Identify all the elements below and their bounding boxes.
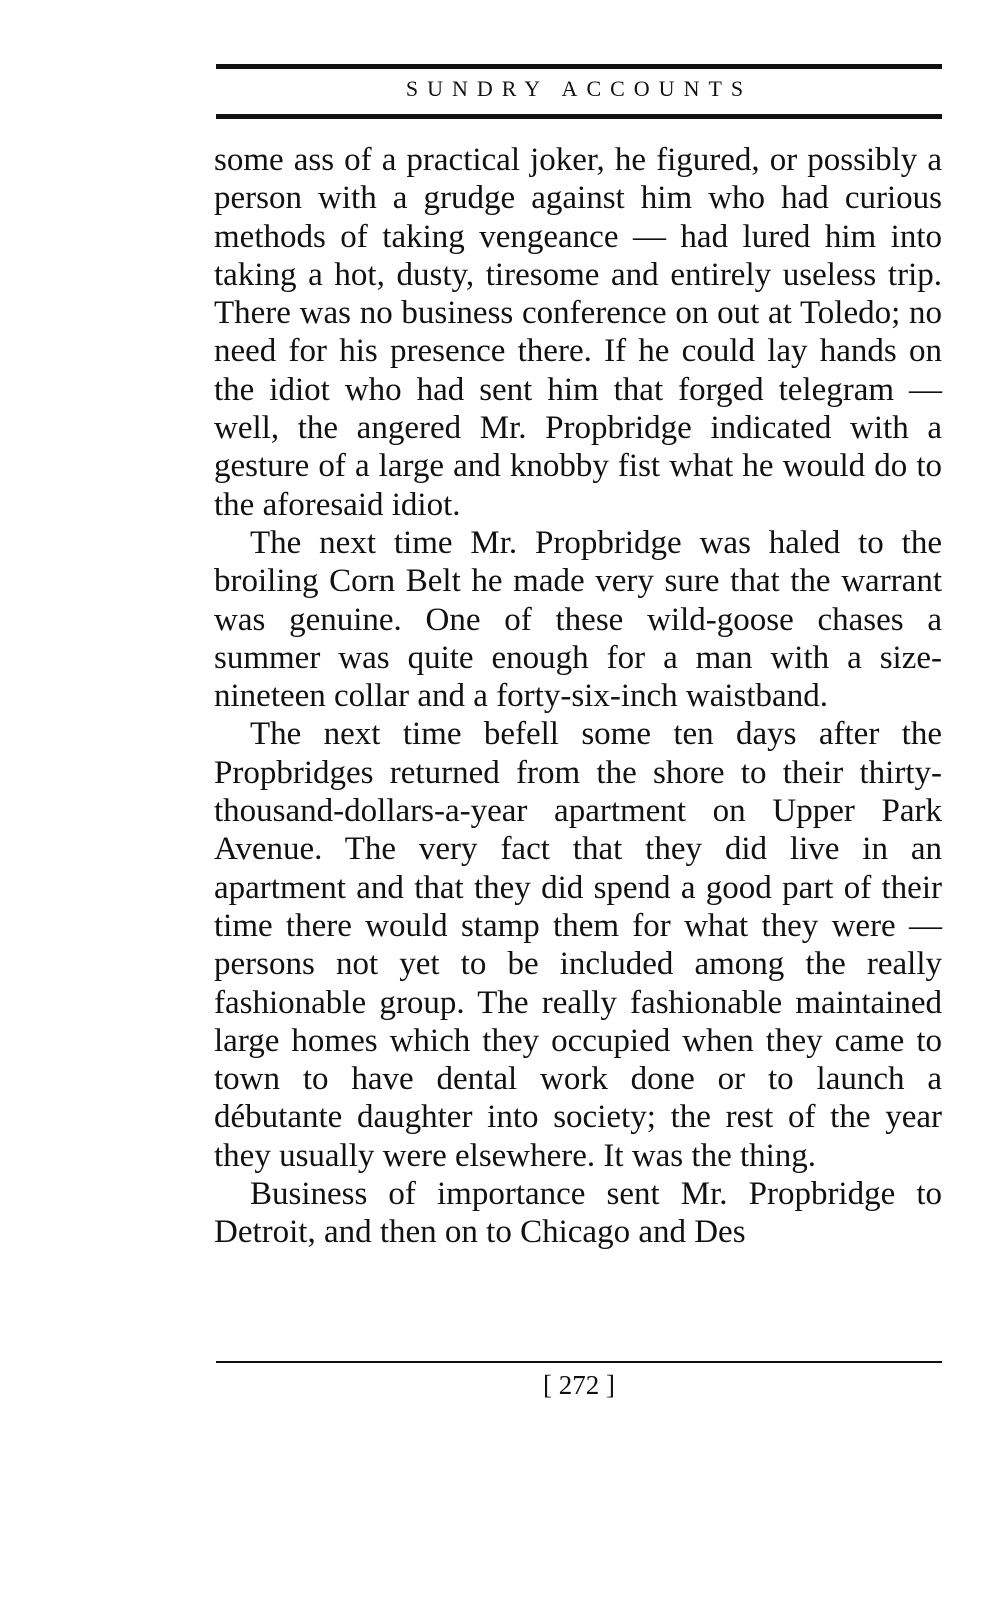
paragraph-1: some ass of a practical joker, he figured, or possibly a person with a grudge against him who had curious methods of taking vengeance — had lured him into taking a hot, dusty, tiresome and entirely useless trip. There was no business conference on out at Toledo; no need for his presence there. If he could lay hands on the idiot who had sent him that forged telegram — well, the angered Mr. Propbridge indicated with a gesture of a large and knobby fist what he would do to the aforesaid idiot. — [214, 142, 942, 523]
paragraph-2: The next time Mr. Propbridge was haled to the broiling Corn Belt he made very sure that the warrant was genuine. One of these wild-goose chases a summer was quite enough for a man with a size-nineteen collar and a forty-six-inch waistband. — [214, 524, 942, 715]
header-top-rule — [216, 64, 942, 69]
running-head: SUNDRY ACCOUNTS — [405, 76, 753, 101]
footer-rule — [216, 1361, 942, 1363]
header-bottom-rule — [216, 114, 942, 119]
paragraph-4: Business of importance sent Mr. Propbridge to Detroit, and then on to Chicago and Des — [214, 1176, 942, 1251]
paragraph-3: The next time befell some ten days after the Propbridges returned from the shore to their thirty-thousand-dollars-a-year apartment on Upper Park Avenue. The very fact that they did live in an apartment and that they did spend a good part of their time there would stamp them for what they were — persons not yet to be included among the really fashionable group. The really fashionable maintained large homes which they occupied when they came to town to have dental work done or to launch a débutante daughter into society; the rest of the year they usually were elsewhere. It was the thing. — [214, 716, 942, 1174]
page-number: [ 272 ] — [543, 1370, 615, 1400]
body-text — [214, 141, 942, 1252]
